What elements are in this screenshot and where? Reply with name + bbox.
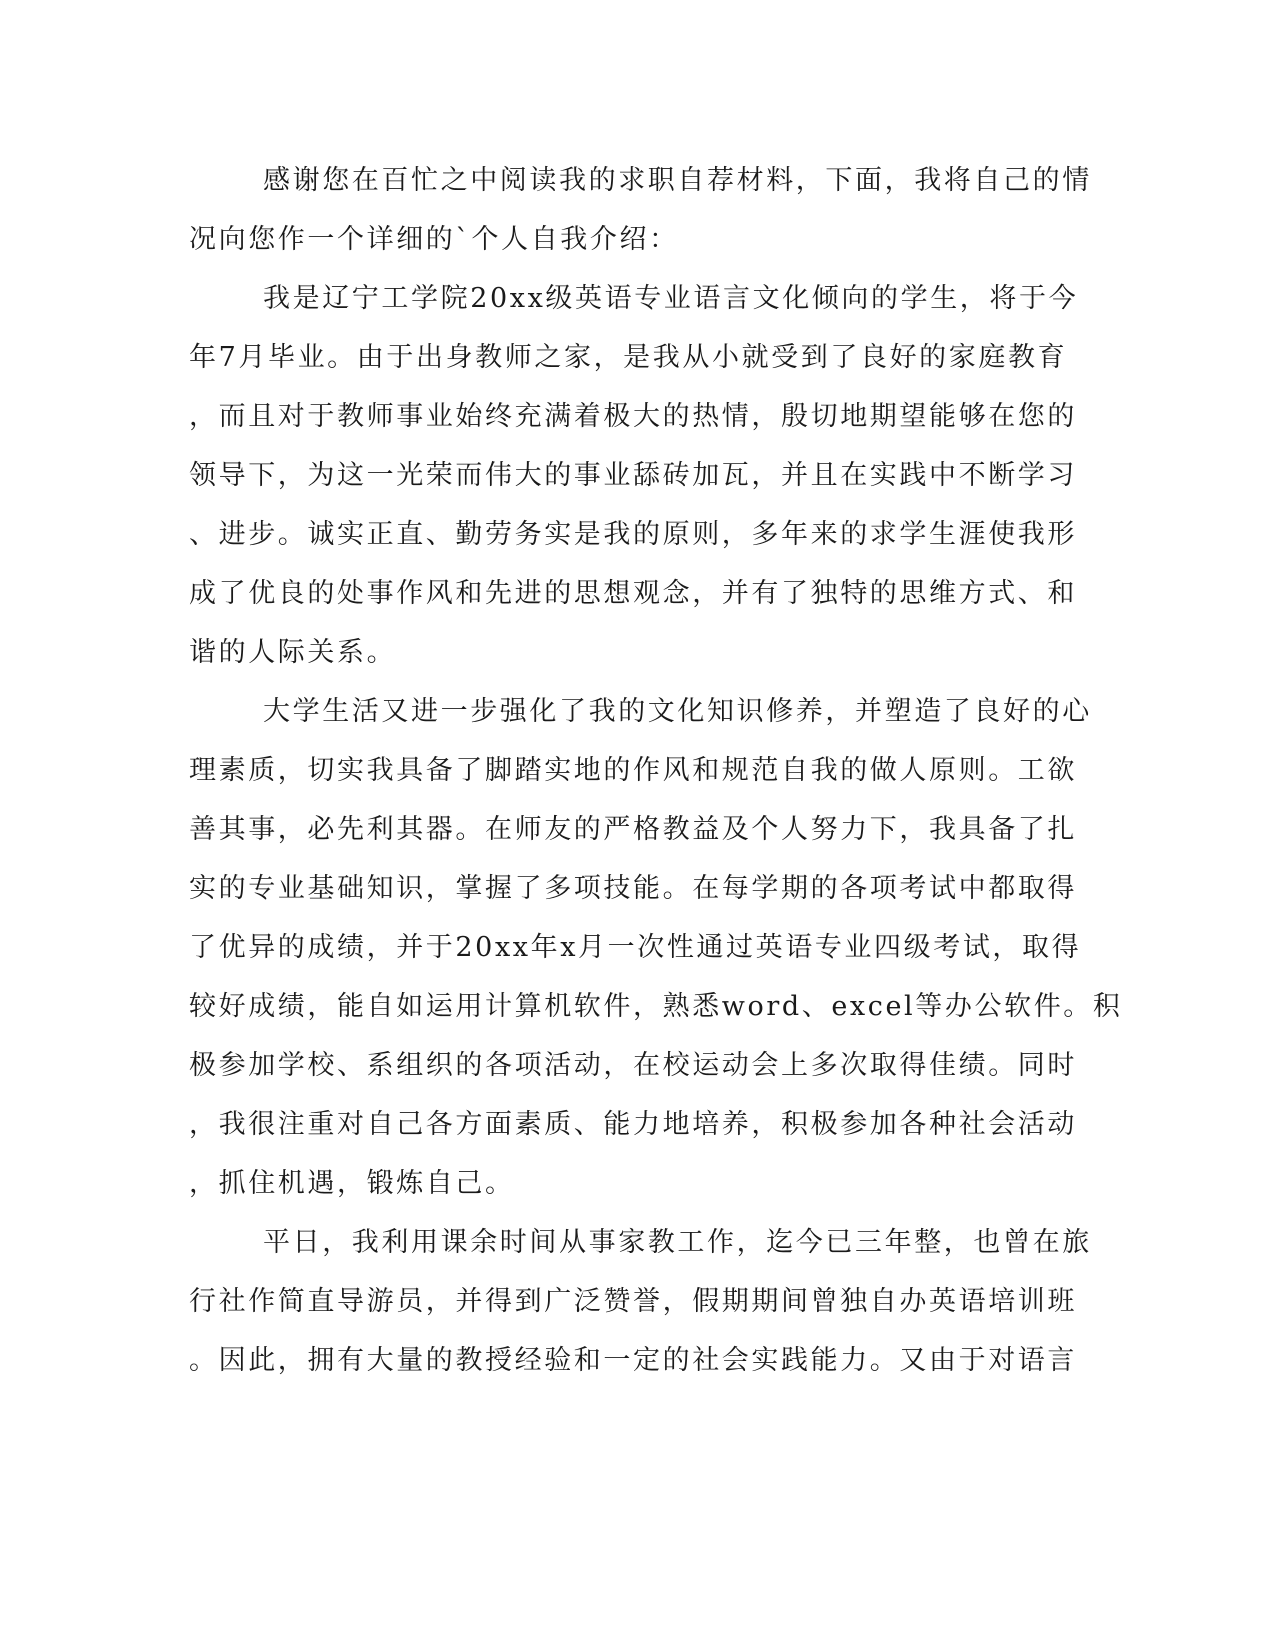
paragraph-3-line-6: 较好成绩，能自如运用计算机软件，熟悉word、excel等办公软件。积 xyxy=(189,991,1123,1022)
paragraph-4-line-1: 平日，我利用课余时间从事家教工作，迄今已三年整，也曾在旅 xyxy=(263,1227,1092,1258)
paragraph-3-line-1: 大学生活又进一步强化了我的文化知识修养，并塑造了良好的心 xyxy=(263,696,1092,727)
paragraph-3-line-7: 极参加学校、系组织的各项活动，在校运动会上多次取得佳绩。同时 xyxy=(189,1050,1077,1081)
paragraph-4-line-3: 。因此，拥有大量的教授经验和一定的社会实践能力。又由于对语言 xyxy=(189,1345,1077,1376)
paragraph-3-line-9: ，抓住机遇，锻炼自己。 xyxy=(189,1168,515,1199)
paragraph-1-line-1: 感谢您在百忙之中阅读我的求职自荐材料，下面，我将自己的情 xyxy=(263,165,1092,196)
paragraph-3-line-3: 善其事，必先利其器。在师友的严格教益及个人努力下，我具备了扎 xyxy=(189,814,1077,845)
paragraph-3-line-2: 理素质，切实我具备了脚踏实地的作风和规范自我的做人原则。工欲 xyxy=(189,755,1077,786)
paragraph-2-line-1: 我是辽宁工学院20xx级英语专业语言文化倾向的学生，将于今 xyxy=(263,283,1079,314)
paragraph-4-line-2: 行社作简直导游员，并得到广泛赞誉，假期期间曾独自办英语培训班 xyxy=(189,1286,1077,1317)
paragraph-2-line-3: ，而且对于教师事业始终充满着极大的热情，殷切地期望能够在您的 xyxy=(189,401,1077,432)
paragraph-3-line-8: ，我很注重对自己各方面素质、能力地培养，积极参加各种社会活动 xyxy=(189,1109,1077,1140)
paragraph-2-line-7: 谐的人际关系。 xyxy=(189,637,397,668)
paragraph-2-line-2: 年7月毕业。由于出身教师之家，是我从小就受到了良好的家庭教育 xyxy=(189,342,1068,373)
paragraph-2-line-6: 成了优良的处事作风和先进的思想观念，并有了独特的思维方式、和 xyxy=(189,578,1077,609)
paragraph-2-line-4: 领导下，为这一光荣而伟大的事业舔砖加瓦，并且在实践中不断学习 xyxy=(189,460,1077,491)
paragraph-1-line-2: 况向您作一个详细的`个人自我介绍： xyxy=(189,224,679,255)
paragraph-3-line-5: 了优异的成绩，并于20xx年x月一次性通过英语专业四级考试，取得 xyxy=(189,932,1082,963)
paragraph-2-line-5: 、进步。诚实正直、勤劳务实是我的原则，多年来的求学生涯使我形 xyxy=(189,519,1077,550)
paragraph-3-line-4: 实的专业基础知识，掌握了多项技能。在每学期的各项考试中都取得 xyxy=(189,873,1077,904)
